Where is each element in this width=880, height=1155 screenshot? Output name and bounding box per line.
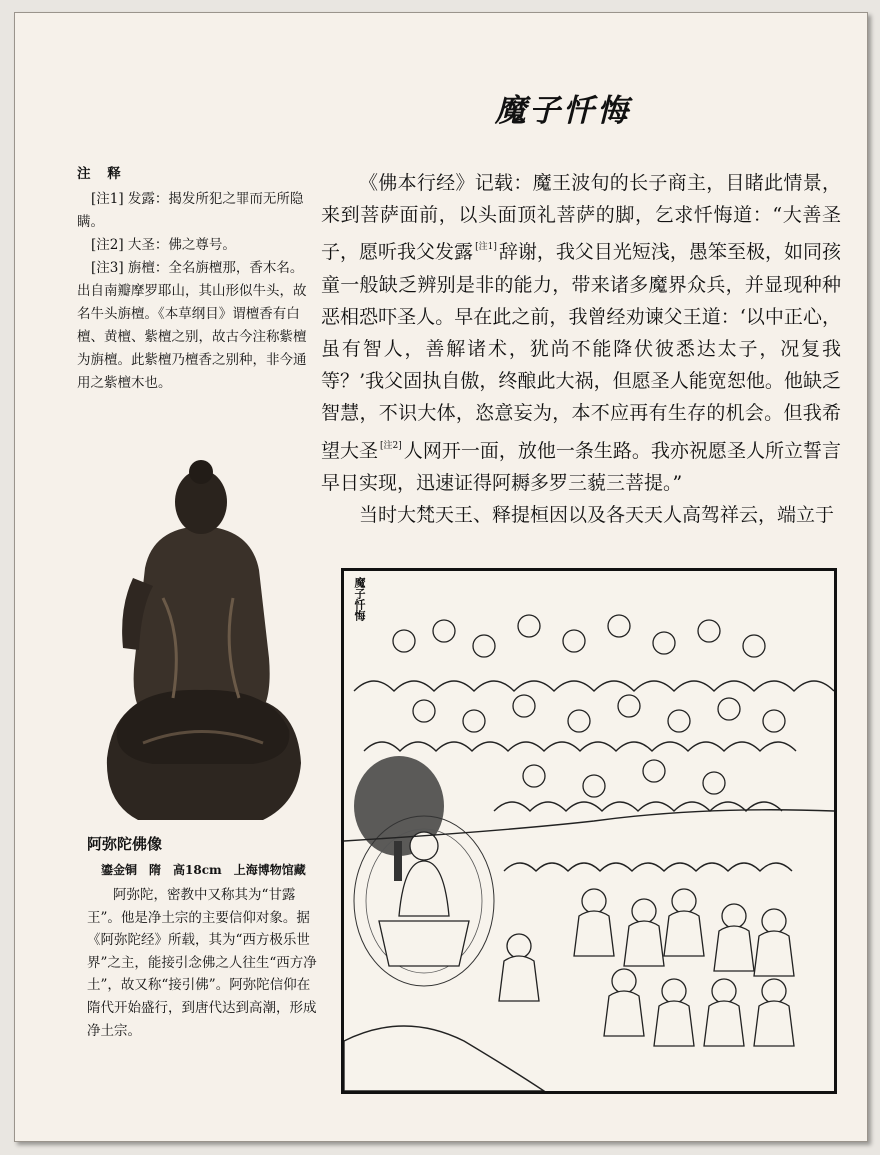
caption-title: 阿弥陀佛像 [87, 835, 163, 853]
caption-meta: 鎏金铜 隋 高18cm 上海博物馆藏 [101, 863, 306, 877]
book-page [14, 12, 868, 1142]
illustration-drawing [344, 571, 834, 1091]
text-run: 人网开一面，放他一条生路。我亦祝愿圣人所立誓言早日实现，迅速证得阿耨多罗三藐三菩提。” [321, 439, 841, 494]
note-item: [注1] 发露：揭发所犯之罪而无所隐瞒。 [77, 191, 304, 230]
caption-description: 阿弥陀，密教中又称其为“甘露王”。他是净土宗的主要信仰对象。据《阿弥陀经》所载，其为“西方极乐世界”之主，能接引念佛之人往生“西方净土”，故又称“接引佛”。阿弥陀信仰在隋代开始盛行，到唐代达到高潮，形成净土宗。 [87, 887, 317, 1039]
page-title: 魔子忏悔 [495, 93, 631, 129]
statue-caption [87, 833, 319, 1042]
footnote-ref: [注1] [475, 242, 497, 253]
notes-section [77, 163, 307, 395]
paragraph: 当时大梵天王、释提桓因以及各天天人高驾祥云，端立于 [359, 504, 835, 527]
text-run: 辞谢，我父目光短浅，愚笨至极，如同孩童一般缺乏辨别是非的能力，带来诸多魔界众兵，并显现种种恶相恐吓圣人。早在此之前，我曾经劝谏父王道：‘以中正心，虽有智人，善解诸术，犹尚不能降伏彼悉达太子，况复我等？’我父固执自傲，终酿此大祸，但愿圣人能宽恕他。他缺乏智慧，不识大体，恣意妄为，本不应再有生存的机会。但我希望大圣 [321, 241, 841, 462]
footnote-ref: [注2] [380, 440, 402, 451]
illustration-label: 魔子忏悔 [353, 577, 366, 621]
amitabha-statue-photo [93, 458, 309, 828]
paragraph [321, 167, 841, 499]
note-item: [注2] 大圣：佛之尊号。 [91, 237, 236, 253]
main-text [321, 167, 841, 531]
woodcut-illustration [341, 568, 837, 1094]
text-run: 《佛本行经》记载：魔王波旬的长子商主，目睹此情景，来到菩萨面前，以头面顶礼菩萨的脚，乞求忏悔道：“大善圣子，愿听我父发露 [321, 172, 841, 264]
note-item: [注3] 旃檀：全名旃檀那，香木名。出自南瓣摩罗耶山，其山形似牛头，故名牛头旃檀。《本草纲目》谓檀香有白檀、黄檀、紫檀之别，故古今注称紫檀为旃檀。此紫檀乃檀香之别种，非今通用之紫檀木也。 [77, 260, 307, 391]
notes-heading: 注 释 [77, 166, 127, 182]
